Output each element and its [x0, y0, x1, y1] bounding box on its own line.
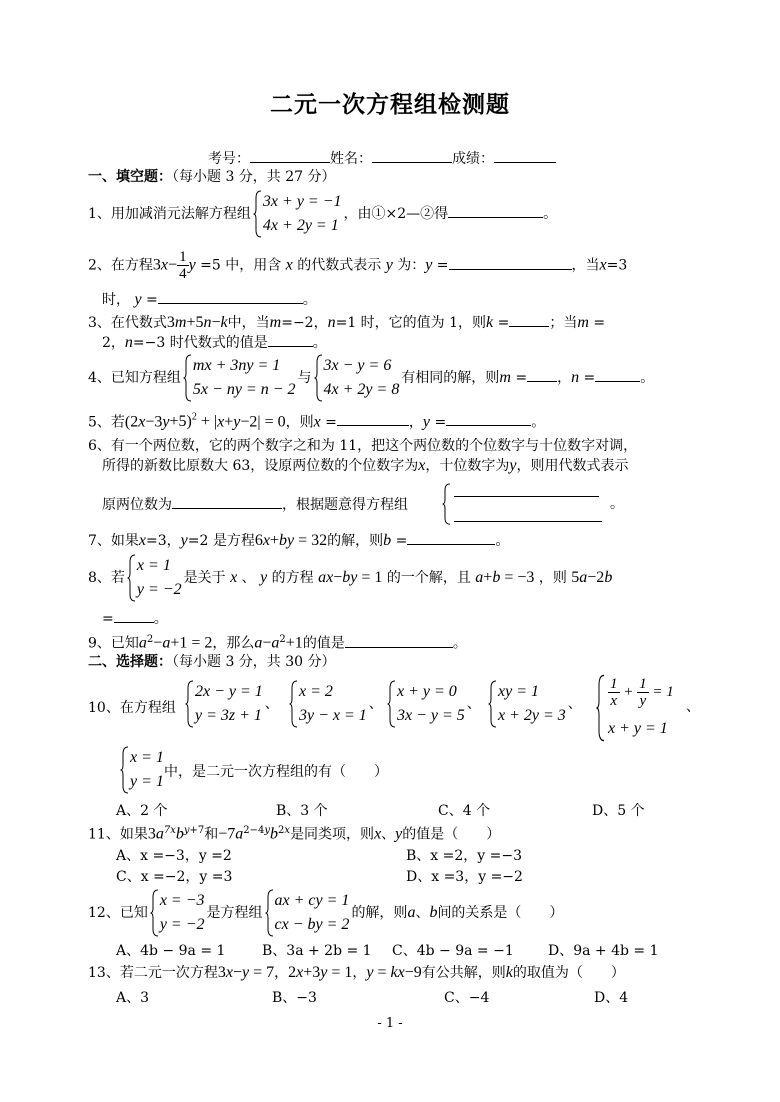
question-5: 5、若$(2x-3y+5)^2 + |x+y-2| = 0$，则x = ，y = 。: [88, 412, 546, 431]
section-choice: [88, 652, 336, 672]
q7-t2: =2 是方程: [187, 533, 255, 549]
q4-system1: [183, 354, 296, 402]
q8-blank[interactable]: [114, 608, 154, 623]
q13-option-a[interactable]: A、3: [116, 990, 150, 1006]
q12-post2: 、: [415, 905, 430, 921]
question-6: 6、有一个两位数，它的两个数字之和为 11，把这个两位数的个位数字与十位数字对调，: [88, 438, 638, 454]
exam-no-blank[interactable]: [250, 148, 330, 163]
q11-option-b[interactable]: B、x =2，y =−3: [406, 848, 522, 864]
question-11: 11、如果$3a^{7x}b^{y+7}$和$-7a^{2-4y}b^{2x}$是同类项，则x、y的值是（ ）: [88, 825, 501, 843]
q1-answer-blank[interactable]: [448, 203, 543, 218]
q4-system2: [314, 354, 400, 402]
question-1: [88, 190, 557, 238]
question-2-line2: 时， y = 。: [102, 291, 317, 308]
q5-post: ，则: [285, 414, 314, 431]
q6-t1: ，十位数字为: [425, 458, 510, 474]
q6-line3: 原两位数为: [102, 497, 172, 513]
q4-blank2[interactable]: [595, 367, 640, 382]
question-4: 4、已知方程组 mx + 3ny = 1 5x − ny = n − 2 与 3x − y = 6 4x + 2y = 8 有相同的解，则m = ，n = 。: [88, 354, 654, 402]
q12-post3: 间的关系是（ ）: [437, 905, 564, 921]
question-8: 8、若 x = 1 y = −2 是关于 x 、 y 的方程 ax−by = 1 的一个解，且 a+b = −3 ，则 5a−2b: [88, 554, 612, 602]
q6-end: 。: [610, 496, 624, 512]
q9-t1: ，那么: [212, 635, 255, 652]
q13-t2: ，: [352, 965, 367, 981]
q9-end: 。: [452, 635, 467, 652]
q3-t1: 中，当: [227, 315, 270, 331]
q5-text: 5、若: [88, 414, 125, 431]
question-2: 2、在方程3x− $\frac{1}{4}$ y =5 中，用含 x 的代数式表示 y 为：y = ，当x=3: [88, 249, 628, 282]
q3-blank2[interactable]: [268, 332, 313, 347]
q10-line2: 中，是二元一次方程组的有（ ）: [164, 764, 388, 780]
q8-eq2: y = −2: [136, 581, 182, 598]
q4-eq3: 3x − y = 6: [323, 357, 392, 374]
q1-text: 1、用加减消元法解方程组: [88, 206, 251, 222]
q12-option-d[interactable]: D、9a + 4b = 1: [548, 943, 659, 959]
q11-mid: 和: [204, 826, 219, 843]
q1-text2: ，由①×2—②得: [343, 206, 449, 222]
q10-option-d[interactable]: D、5 个: [592, 803, 645, 819]
q2-text: 2、在方程: [88, 257, 153, 274]
q8-t4: 的一个解，且: [386, 570, 471, 586]
q8-text: 8、若: [88, 570, 125, 586]
question-3: 3、在代数式3m+5n−k中，当m=−2，n=1 时，它的值为 1，则k = ；当m =: [88, 314, 606, 331]
q5-end: 。: [531, 414, 546, 431]
section-fill-label: 一、填空题：: [88, 169, 172, 185]
q11-option-d[interactable]: D、x =3，y =−2: [406, 869, 523, 885]
q8-t1: 是关于: [183, 570, 226, 586]
question-6-line2: 所得的新数比原数大 63，设原两位数的个位数字为x，十位数字为y，则用代数式表示: [102, 457, 629, 474]
q10-sys-a: 2x − y = 1 y = 3z + 1 、: [183, 680, 279, 728]
q1-system: [253, 190, 342, 238]
q12-post: 的解，则: [351, 905, 408, 921]
q2-blank2[interactable]: [158, 289, 303, 304]
q11-post: 是同类项，则: [290, 826, 375, 843]
q4-eq4: 4x + 2y = 8: [323, 381, 400, 398]
q7-blank[interactable]: [407, 530, 495, 545]
q4-eq2: 5x − ny = n − 2: [192, 381, 296, 398]
q10-sys-f: x = 1 y = 1: [118, 746, 166, 794]
q13-t3: 有公共解，则: [421, 965, 506, 981]
header-fields: [208, 148, 556, 169]
section-fill-note: （每小题 3 分，共 27 分）: [172, 169, 336, 185]
q6-blank1[interactable]: [172, 494, 282, 509]
q3-line2: 2，: [102, 335, 125, 351]
section-fill: [88, 167, 336, 187]
q10-option-c[interactable]: C、4 个: [438, 803, 491, 819]
q5-blank1[interactable]: [337, 411, 409, 426]
q2-text4: ，当: [571, 257, 600, 274]
question-9: 9、已知$a^2-a+1 = 2$，那么$a-a^2+1$的值是 。: [88, 634, 467, 652]
q8-t5: ，则: [538, 570, 567, 586]
q1-end: 。: [543, 206, 558, 222]
q12-mid: 是方程组: [206, 905, 263, 921]
q10-option-a[interactable]: A、2 个: [116, 803, 168, 819]
section-choice-label: 二、选择题：: [88, 654, 172, 670]
q13-t4: 的取值为（ ）: [512, 965, 625, 981]
q3-t3: =1 时，它的值为 1，则: [335, 315, 487, 331]
q8-t2: 、: [241, 570, 256, 586]
q4-eq1: mx + 3ny = 1: [192, 357, 281, 374]
q12-system1: x = −3 y = −2: [150, 889, 205, 937]
q2-text2: 的代数式表示: [297, 257, 382, 274]
q1-eq1: 3x + y = −1: [262, 193, 342, 210]
q4-post: 有相同的解，则: [401, 370, 500, 386]
q2-text3: 为：: [397, 257, 426, 274]
q9-t2: 的值是: [302, 635, 345, 652]
q5-blank2[interactable]: [446, 411, 531, 426]
q6-t2: ，则用代数式表示: [516, 458, 629, 474]
q3-t2: =−2，: [281, 315, 328, 331]
q2-end: 。: [302, 292, 317, 308]
q9-text: 9、已知: [88, 635, 139, 652]
q6-t3: ，根据题意得方程组: [282, 497, 408, 513]
q7-t3: 的解，则: [327, 533, 384, 549]
q2-line2: 时，: [102, 292, 130, 308]
section-choice-note: （每小题 3 分，共 30 分）: [172, 654, 336, 670]
q10-sys-b: x = 2 3y − x = 1 、: [287, 680, 383, 728]
q3-end: 。: [312, 335, 327, 351]
page-number: - 1 -: [377, 1016, 403, 1031]
q8-system: [127, 554, 182, 602]
name-blank[interactable]: [372, 148, 452, 163]
q12-option-b[interactable]: B、3a + 2b = 1: [262, 943, 372, 959]
q12-option-c[interactable]: C、4b − 9a = −1: [392, 943, 514, 959]
q11-option-c[interactable]: C、x =−2，y =3: [116, 869, 233, 885]
question-13: 13、若二元一次方程3x−y = 7，2x+3y = 1，y = kx−9有公共解，则k的取值为（ ）: [88, 964, 625, 981]
exam-no-label: 考号：: [208, 151, 250, 167]
q4-end: 。: [640, 370, 655, 386]
score-blank[interactable]: [494, 148, 556, 163]
q10-option-b[interactable]: B、3 个: [276, 803, 328, 819]
q12-text: 12、已知: [88, 905, 148, 921]
q2-blank1[interactable]: [449, 255, 572, 270]
q3-t4: ；当: [549, 315, 578, 331]
q10-sys-c: x + y = 0 3x − y = 5 、: [385, 680, 481, 728]
q6-system-blank[interactable]: [442, 483, 607, 525]
q10-sys-e: $\frac{1}{x}$ + $\frac{1}{y}$ = 1 x + y = 1 、: [596, 674, 706, 742]
page-title: 二元一次方程组检测题: [270, 92, 510, 118]
q11-text: 11、如果: [88, 826, 148, 843]
q10-sys-d: xy = 1 x + 2y = 3 、: [486, 680, 582, 728]
q2-text5: =3: [606, 257, 628, 274]
question-7: 7、如果x=3，y=2 是方程6x+by = 32的解，则b = 。: [88, 532, 510, 549]
q11-post2: 、: [381, 826, 396, 843]
q3-text: 3、在代数式: [88, 315, 167, 331]
score-label: 成绩：: [452, 151, 494, 167]
q4-blank1[interactable]: [527, 367, 557, 382]
q8-t3: 的方程: [271, 570, 314, 586]
question-10: 10、在方程组: [88, 700, 176, 716]
q8-eq1: x = 1: [136, 557, 171, 574]
name-label: 姓名：: [330, 151, 372, 167]
q13-t1: ，: [274, 965, 289, 981]
q8-end: 。: [153, 611, 168, 627]
question-8-line2: [102, 608, 168, 629]
q13-option-b[interactable]: B、−3: [272, 990, 317, 1006]
q4-mid: 与: [297, 370, 312, 386]
q11-post3: 的值是（ ）: [402, 826, 501, 843]
q3-t5: =−3 时代数式的值是: [132, 335, 268, 351]
q13-option-c[interactable]: C、−4: [444, 990, 490, 1006]
q11-option-a[interactable]: A、x =−3，y =2: [116, 848, 232, 864]
q6-line2: 所得的新数比原数大 63，设原两位数的个位数字为: [102, 458, 419, 474]
q1-eq2: 4x + 2y = 1: [262, 217, 339, 234]
question-12: 12、已知 x = −3 y = −2 是方程组 ax + cy = 1 cx − by = 2 的解，则a、b间的关系是（ ）: [88, 889, 563, 937]
q13-option-d[interactable]: D、4: [594, 990, 629, 1006]
q7-end: 。: [495, 533, 510, 549]
q8-line2: =: [102, 611, 114, 627]
q7-t1: =3，: [146, 533, 181, 549]
q9-blank[interactable]: [345, 633, 453, 648]
q13-text: 13、若二元一次方程: [88, 965, 218, 981]
q3-blank1[interactable]: [509, 312, 549, 327]
q7-text: 7、如果: [88, 533, 139, 549]
q4-text: 4、已知方程组: [88, 370, 181, 386]
q12-option-a[interactable]: A、4b − 9a = 1: [116, 943, 226, 959]
question-3-line2: 2，n=−3 时代数式的值是 。: [102, 334, 327, 351]
q12-system2: ax + cy = 1 cx − by = 2: [265, 889, 350, 937]
question-6-line3: [102, 494, 408, 515]
